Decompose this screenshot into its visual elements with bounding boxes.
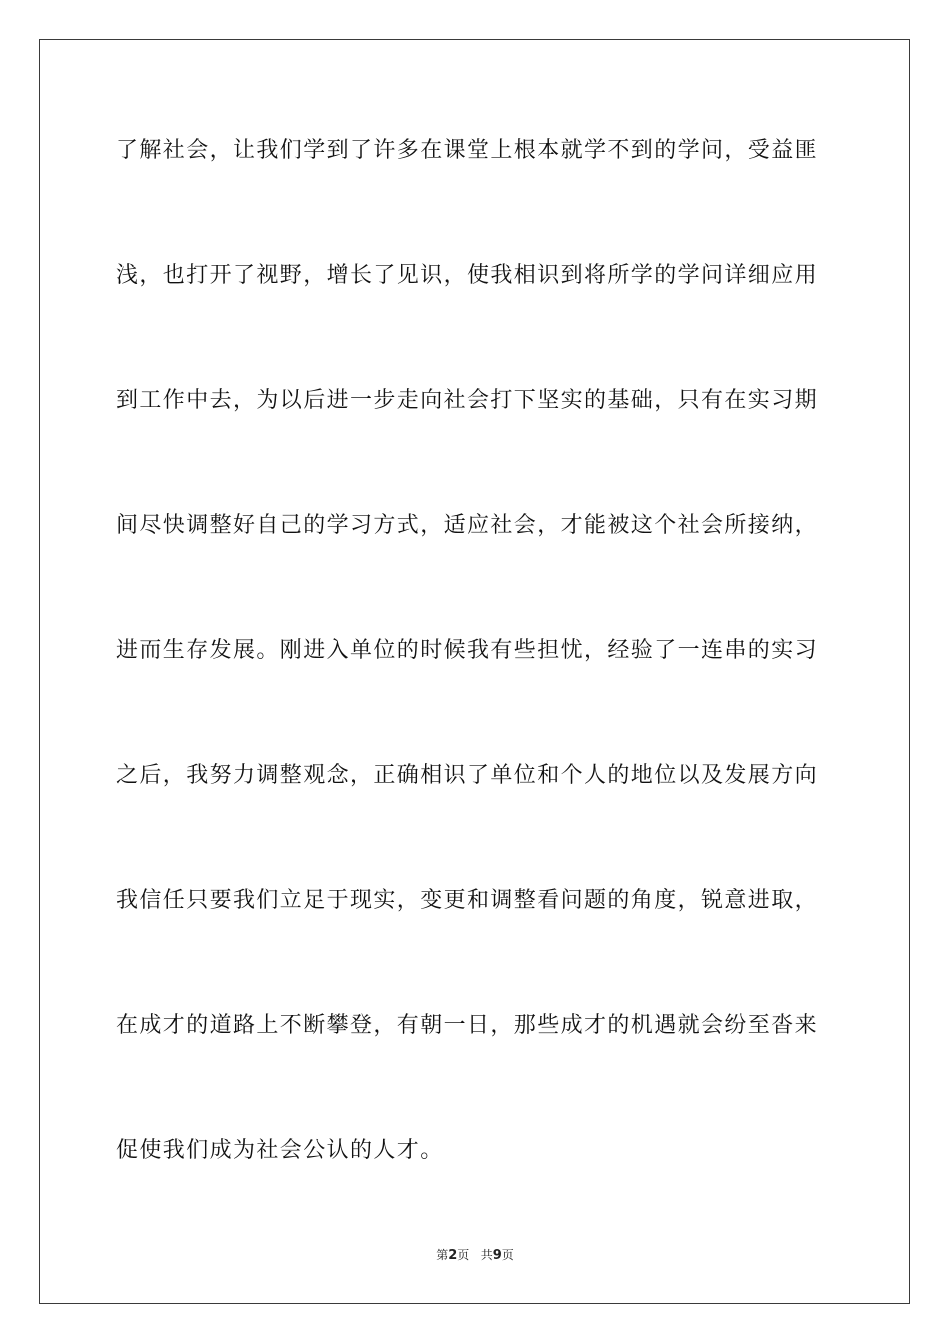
text-line: 浅，也打开了视野，增长了见识，使我相识到将所学的学问详细应用 bbox=[116, 263, 819, 288]
page-footer bbox=[0, 1246, 950, 1263]
body-text bbox=[116, 128, 836, 1253]
text-line: 我信任只要我们立足于现实，变更和调整看问题的角度，锐意进取， bbox=[116, 888, 819, 913]
text-line: 在成才的道路上不断攀登，有朝一日，那些成才的机遇就会纷至沓来 bbox=[116, 1013, 819, 1038]
text-line: 了解社会，让我们学到了许多在课堂上根本就学不到的学问，受益匪 bbox=[116, 138, 819, 163]
total-pages: 9 bbox=[492, 1248, 502, 1263]
page-suffix: 页 bbox=[457, 1248, 470, 1262]
text-line: 促使我们成为社会公认的人才。 bbox=[116, 1138, 444, 1163]
total-suffix: 页 bbox=[501, 1248, 514, 1262]
page-prefix: 第 bbox=[436, 1248, 449, 1262]
text-line: 之后，我努力调整观念，正确相识了单位和个人的地位以及发展方向 bbox=[116, 763, 819, 788]
text-line: 间尽快调整好自己的学习方式，适应社会，才能被这个社会所接纳， bbox=[116, 513, 819, 538]
text-line: 到工作中去，为以后进一步走向社会打下坚实的基础，只有在实习期 bbox=[116, 388, 819, 413]
text-line: 进而生存发展。刚进入单位的时候我有些担忧，经验了一连串的实习 bbox=[116, 638, 819, 663]
total-prefix: 共 bbox=[480, 1248, 493, 1262]
page-number: 2 bbox=[448, 1248, 458, 1263]
